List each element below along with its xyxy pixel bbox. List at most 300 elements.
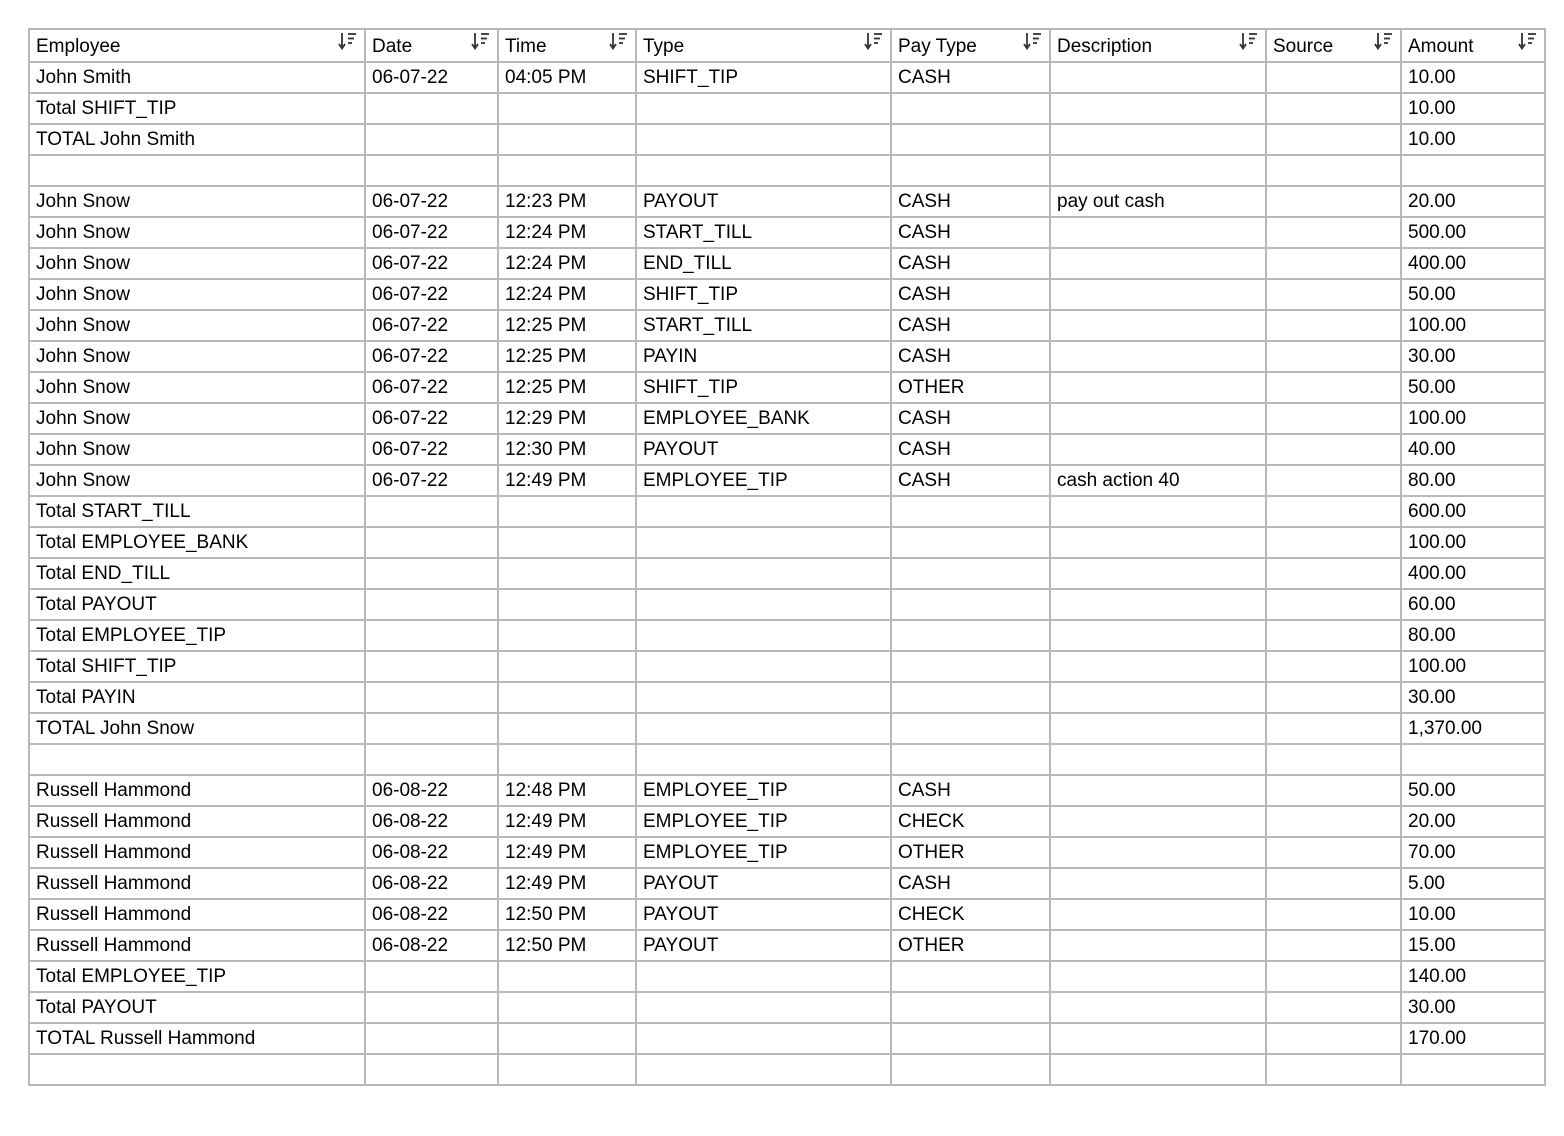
cell-type: SHIFT_TIP	[636, 372, 891, 403]
cell-description: cash action 40	[1050, 465, 1266, 496]
report-sheet	[28, 28, 1546, 1086]
cell-amount: 5.00	[1401, 868, 1545, 899]
cell-pay_type	[891, 93, 1050, 124]
cell-description	[1050, 248, 1266, 279]
cell-employee: Total PAYOUT	[29, 589, 365, 620]
sort-descending-icon[interactable]	[609, 31, 629, 53]
cell-type: START_TILL	[636, 310, 891, 341]
cell-description	[1050, 744, 1266, 775]
cell-type: EMPLOYEE_TIP	[636, 775, 891, 806]
cell-employee	[29, 744, 365, 775]
cell-description	[1050, 899, 1266, 930]
table-row	[29, 1023, 1545, 1054]
cell-pay_type	[891, 713, 1050, 744]
cell-amount: 400.00	[1401, 248, 1545, 279]
cell-pay_type: OTHER	[891, 372, 1050, 403]
column-header-source[interactable]	[1266, 29, 1401, 62]
cell-pay_type: CASH	[891, 775, 1050, 806]
cell-date: 06-07-22	[365, 310, 498, 341]
cell-source	[1266, 1054, 1401, 1085]
cell-employee: TOTAL John Smith	[29, 124, 365, 155]
cell-date: 06-08-22	[365, 806, 498, 837]
cell-description	[1050, 651, 1266, 682]
table-row	[29, 558, 1545, 589]
table-row	[29, 310, 1545, 341]
cell-description	[1050, 837, 1266, 868]
table-row	[29, 806, 1545, 837]
cell-source	[1266, 806, 1401, 837]
column-header-time[interactable]	[498, 29, 636, 62]
cell-description	[1050, 434, 1266, 465]
transactions-table	[28, 28, 1546, 1086]
cell-type: START_TILL	[636, 217, 891, 248]
cell-employee: Total SHIFT_TIP	[29, 651, 365, 682]
cell-time	[498, 496, 636, 527]
cell-date	[365, 155, 498, 186]
cell-type: SHIFT_TIP	[636, 62, 891, 93]
cell-description	[1050, 527, 1266, 558]
cell-employee: Russell Hammond	[29, 899, 365, 930]
cell-employee: Total PAYOUT	[29, 992, 365, 1023]
table-row	[29, 93, 1545, 124]
cell-source	[1266, 620, 1401, 651]
cell-employee: Russell Hammond	[29, 806, 365, 837]
cell-type	[636, 620, 891, 651]
cell-type	[636, 558, 891, 589]
cell-type: PAYOUT	[636, 899, 891, 930]
cell-description	[1050, 775, 1266, 806]
table-row	[29, 372, 1545, 403]
table-row	[29, 682, 1545, 713]
cell-amount: 10.00	[1401, 93, 1545, 124]
cell-description	[1050, 310, 1266, 341]
cell-pay_type	[891, 558, 1050, 589]
cell-pay_type	[891, 992, 1050, 1023]
cell-pay_type: CASH	[891, 248, 1050, 279]
cell-description	[1050, 682, 1266, 713]
table-row	[29, 651, 1545, 682]
cell-amount: 30.00	[1401, 682, 1545, 713]
cell-time	[498, 992, 636, 1023]
cell-time	[498, 651, 636, 682]
cell-pay_type: CASH	[891, 403, 1050, 434]
cell-description	[1050, 217, 1266, 248]
cell-employee: John Snow	[29, 248, 365, 279]
cell-type	[636, 682, 891, 713]
cell-type	[636, 961, 891, 992]
table-row	[29, 1054, 1545, 1085]
table-row	[29, 775, 1545, 806]
cell-amount: 15.00	[1401, 930, 1545, 961]
cell-pay_type: CASH	[891, 62, 1050, 93]
cell-amount	[1401, 1054, 1545, 1085]
cell-pay_type	[891, 620, 1050, 651]
cell-date: 06-07-22	[365, 186, 498, 217]
cell-description	[1050, 558, 1266, 589]
cell-date: 06-07-22	[365, 465, 498, 496]
cell-date	[365, 1023, 498, 1054]
cell-source	[1266, 496, 1401, 527]
cell-type: EMPLOYEE_TIP	[636, 806, 891, 837]
cell-employee	[29, 1054, 365, 1085]
cell-type	[636, 713, 891, 744]
sort-descending-icon[interactable]	[1239, 31, 1259, 53]
cell-time	[498, 620, 636, 651]
cell-pay_type	[891, 651, 1050, 682]
cell-source	[1266, 341, 1401, 372]
cell-type: PAYOUT	[636, 868, 891, 899]
cell-amount: 60.00	[1401, 589, 1545, 620]
cell-pay_type	[891, 155, 1050, 186]
cell-pay_type: CASH	[891, 465, 1050, 496]
cell-description	[1050, 372, 1266, 403]
cell-type: END_TILL	[636, 248, 891, 279]
cell-description	[1050, 930, 1266, 961]
cell-employee: Total PAYIN	[29, 682, 365, 713]
cell-date	[365, 589, 498, 620]
cell-amount: 400.00	[1401, 558, 1545, 589]
cell-source	[1266, 589, 1401, 620]
cell-time: 12:24 PM	[498, 279, 636, 310]
cell-employee: John Snow	[29, 465, 365, 496]
cell-pay_type: CASH	[891, 217, 1050, 248]
cell-amount: 30.00	[1401, 992, 1545, 1023]
cell-time: 12:48 PM	[498, 775, 636, 806]
cell-source	[1266, 651, 1401, 682]
cell-time	[498, 744, 636, 775]
sort-descending-icon[interactable]	[864, 31, 884, 53]
cell-employee: Total SHIFT_TIP	[29, 93, 365, 124]
cell-employee: John Snow	[29, 217, 365, 248]
column-header-label: Employee	[36, 36, 121, 57]
cell-pay_type	[891, 1054, 1050, 1085]
table-row	[29, 279, 1545, 310]
cell-employee: John Snow	[29, 372, 365, 403]
cell-pay_type: CHECK	[891, 806, 1050, 837]
cell-date: 06-08-22	[365, 837, 498, 868]
cell-source	[1266, 372, 1401, 403]
cell-date	[365, 1054, 498, 1085]
cell-description	[1050, 868, 1266, 899]
cell-description	[1050, 341, 1266, 372]
cell-time: 04:05 PM	[498, 62, 636, 93]
cell-source	[1266, 279, 1401, 310]
cell-date: 06-08-22	[365, 775, 498, 806]
table-row	[29, 186, 1545, 217]
cell-source	[1266, 992, 1401, 1023]
cell-employee: John Snow	[29, 310, 365, 341]
cell-time	[498, 124, 636, 155]
cell-source	[1266, 93, 1401, 124]
table-row	[29, 341, 1545, 372]
cell-date: 06-08-22	[365, 899, 498, 930]
cell-date	[365, 620, 498, 651]
cell-source	[1266, 713, 1401, 744]
cell-employee: John Snow	[29, 403, 365, 434]
cell-amount	[1401, 155, 1545, 186]
cell-description	[1050, 279, 1266, 310]
cell-time: 12:25 PM	[498, 341, 636, 372]
cell-date: 06-08-22	[365, 868, 498, 899]
table-row	[29, 930, 1545, 961]
cell-date: 06-08-22	[365, 930, 498, 961]
cell-source	[1266, 1023, 1401, 1054]
cell-time: 12:50 PM	[498, 930, 636, 961]
cell-description	[1050, 155, 1266, 186]
table-row	[29, 868, 1545, 899]
cell-date	[365, 527, 498, 558]
column-header-amount[interactable]	[1401, 29, 1545, 62]
cell-type: PAYIN	[636, 341, 891, 372]
cell-employee: Total EMPLOYEE_TIP	[29, 620, 365, 651]
cell-source	[1266, 310, 1401, 341]
cell-source	[1266, 434, 1401, 465]
header-row	[29, 29, 1545, 62]
cell-type	[636, 93, 891, 124]
cell-amount: 80.00	[1401, 620, 1545, 651]
table-row	[29, 899, 1545, 930]
cell-amount: 100.00	[1401, 651, 1545, 682]
cell-time	[498, 1054, 636, 1085]
table-row	[29, 403, 1545, 434]
cell-pay_type: CASH	[891, 279, 1050, 310]
table-body	[29, 62, 1545, 1085]
cell-time: 12:25 PM	[498, 310, 636, 341]
cell-employee: John Smith	[29, 62, 365, 93]
cell-time: 12:49 PM	[498, 868, 636, 899]
column-header-label: Time	[505, 36, 547, 57]
cell-employee: John Snow	[29, 279, 365, 310]
cell-date: 06-07-22	[365, 217, 498, 248]
cell-type	[636, 1023, 891, 1054]
cell-amount: 20.00	[1401, 806, 1545, 837]
cell-time	[498, 1023, 636, 1054]
column-header-label: Pay Type	[898, 36, 977, 57]
cell-type	[636, 124, 891, 155]
cell-pay_type	[891, 124, 1050, 155]
cell-source	[1266, 527, 1401, 558]
cell-description	[1050, 589, 1266, 620]
cell-pay_type: OTHER	[891, 930, 1050, 961]
cell-pay_type	[891, 527, 1050, 558]
column-header-type[interactable]	[636, 29, 891, 62]
table-row	[29, 496, 1545, 527]
cell-employee: Russell Hammond	[29, 775, 365, 806]
cell-amount: 50.00	[1401, 372, 1545, 403]
cell-source	[1266, 186, 1401, 217]
cell-type: PAYOUT	[636, 434, 891, 465]
cell-date	[365, 992, 498, 1023]
cell-amount: 600.00	[1401, 496, 1545, 527]
cell-amount	[1401, 744, 1545, 775]
table-row	[29, 155, 1545, 186]
cell-description	[1050, 961, 1266, 992]
cell-date	[365, 558, 498, 589]
cell-type: PAYOUT	[636, 186, 891, 217]
cell-pay_type: OTHER	[891, 837, 1050, 868]
cell-employee: Total END_TILL	[29, 558, 365, 589]
cell-pay_type: CASH	[891, 341, 1050, 372]
cell-source	[1266, 403, 1401, 434]
cell-source	[1266, 248, 1401, 279]
cell-source	[1266, 558, 1401, 589]
sort-descending-icon[interactable]	[471, 31, 491, 53]
cell-pay_type: CASH	[891, 868, 1050, 899]
cell-amount: 50.00	[1401, 775, 1545, 806]
cell-type: PAYOUT	[636, 930, 891, 961]
cell-employee: TOTAL Russell Hammond	[29, 1023, 365, 1054]
cell-date: 06-07-22	[365, 341, 498, 372]
column-header-label: Source	[1273, 36, 1334, 57]
cell-amount: 1,370.00	[1401, 713, 1545, 744]
sort-descending-icon[interactable]	[1023, 31, 1043, 53]
cell-amount: 170.00	[1401, 1023, 1545, 1054]
cell-pay_type: CASH	[891, 434, 1050, 465]
cell-time: 12:30 PM	[498, 434, 636, 465]
table-row	[29, 434, 1545, 465]
cell-employee: Total START_TILL	[29, 496, 365, 527]
cell-employee: John Snow	[29, 186, 365, 217]
cell-description	[1050, 124, 1266, 155]
cell-time: 12:24 PM	[498, 217, 636, 248]
cell-source	[1266, 155, 1401, 186]
cell-pay_type	[891, 682, 1050, 713]
cell-time	[498, 713, 636, 744]
cell-amount: 10.00	[1401, 124, 1545, 155]
cell-type	[636, 155, 891, 186]
sort-descending-icon[interactable]	[1518, 31, 1538, 53]
table-row	[29, 465, 1545, 496]
cell-time: 12:29 PM	[498, 403, 636, 434]
cell-type	[636, 589, 891, 620]
cell-pay_type: CASH	[891, 186, 1050, 217]
table-row	[29, 62, 1545, 93]
table-row	[29, 248, 1545, 279]
cell-type: EMPLOYEE_TIP	[636, 837, 891, 868]
column-header-label: Type	[643, 36, 685, 57]
cell-time	[498, 558, 636, 589]
cell-description	[1050, 992, 1266, 1023]
cell-employee: Russell Hammond	[29, 868, 365, 899]
cell-date	[365, 651, 498, 682]
sort-descending-icon[interactable]	[338, 31, 358, 53]
cell-amount: 100.00	[1401, 310, 1545, 341]
cell-type: EMPLOYEE_TIP	[636, 465, 891, 496]
cell-description	[1050, 62, 1266, 93]
cell-time: 12:49 PM	[498, 837, 636, 868]
table-row	[29, 589, 1545, 620]
cell-type	[636, 744, 891, 775]
cell-description	[1050, 620, 1266, 651]
cell-source	[1266, 682, 1401, 713]
cell-time: 12:49 PM	[498, 465, 636, 496]
cell-source	[1266, 124, 1401, 155]
cell-employee: Total EMPLOYEE_BANK	[29, 527, 365, 558]
table-row	[29, 713, 1545, 744]
cell-time	[498, 682, 636, 713]
sort-descending-icon[interactable]	[1374, 31, 1394, 53]
cell-type	[636, 496, 891, 527]
cell-date: 06-07-22	[365, 403, 498, 434]
cell-source	[1266, 961, 1401, 992]
cell-time	[498, 155, 636, 186]
cell-time: 12:49 PM	[498, 806, 636, 837]
cell-pay_type	[891, 589, 1050, 620]
cell-source	[1266, 775, 1401, 806]
column-header-label: Description	[1057, 36, 1153, 57]
cell-amount: 70.00	[1401, 837, 1545, 868]
cell-date	[365, 961, 498, 992]
cell-source	[1266, 62, 1401, 93]
cell-amount: 10.00	[1401, 899, 1545, 930]
column-header-description[interactable]	[1050, 29, 1266, 62]
cell-employee: John Snow	[29, 341, 365, 372]
table-row	[29, 620, 1545, 651]
column-header-employee[interactable]	[29, 29, 365, 62]
table-row	[29, 217, 1545, 248]
cell-time: 12:25 PM	[498, 372, 636, 403]
table-row	[29, 527, 1545, 558]
cell-pay_type: CHECK	[891, 899, 1050, 930]
cell-pay_type	[891, 1023, 1050, 1054]
cell-source	[1266, 868, 1401, 899]
table-row	[29, 992, 1545, 1023]
cell-date: 06-07-22	[365, 372, 498, 403]
cell-pay_type	[891, 496, 1050, 527]
cell-date	[365, 93, 498, 124]
cell-employee: TOTAL John Snow	[29, 713, 365, 744]
cell-date	[365, 713, 498, 744]
table-row	[29, 961, 1545, 992]
cell-amount: 40.00	[1401, 434, 1545, 465]
column-header-pay_type[interactable]	[891, 29, 1050, 62]
cell-date	[365, 682, 498, 713]
cell-amount: 50.00	[1401, 279, 1545, 310]
cell-type: SHIFT_TIP	[636, 279, 891, 310]
cell-source	[1266, 930, 1401, 961]
column-header-label: Amount	[1408, 36, 1474, 57]
cell-time: 12:23 PM	[498, 186, 636, 217]
cell-description	[1050, 403, 1266, 434]
cell-amount: 80.00	[1401, 465, 1545, 496]
cell-type: EMPLOYEE_BANK	[636, 403, 891, 434]
cell-employee: Russell Hammond	[29, 930, 365, 961]
cell-date: 06-07-22	[365, 279, 498, 310]
cell-date	[365, 496, 498, 527]
cell-amount: 20.00	[1401, 186, 1545, 217]
cell-description	[1050, 496, 1266, 527]
cell-pay_type: CASH	[891, 310, 1050, 341]
cell-amount: 500.00	[1401, 217, 1545, 248]
cell-type	[636, 651, 891, 682]
cell-amount: 100.00	[1401, 527, 1545, 558]
table-row	[29, 744, 1545, 775]
cell-description: pay out cash	[1050, 186, 1266, 217]
cell-date: 06-07-22	[365, 62, 498, 93]
cell-employee	[29, 155, 365, 186]
cell-time: 12:24 PM	[498, 248, 636, 279]
cell-amount: 140.00	[1401, 961, 1545, 992]
cell-time: 12:50 PM	[498, 899, 636, 930]
cell-source	[1266, 217, 1401, 248]
cell-pay_type	[891, 744, 1050, 775]
cell-type	[636, 992, 891, 1023]
column-header-date[interactable]	[365, 29, 498, 62]
cell-description	[1050, 93, 1266, 124]
cell-time	[498, 527, 636, 558]
cell-source	[1266, 465, 1401, 496]
cell-description	[1050, 806, 1266, 837]
